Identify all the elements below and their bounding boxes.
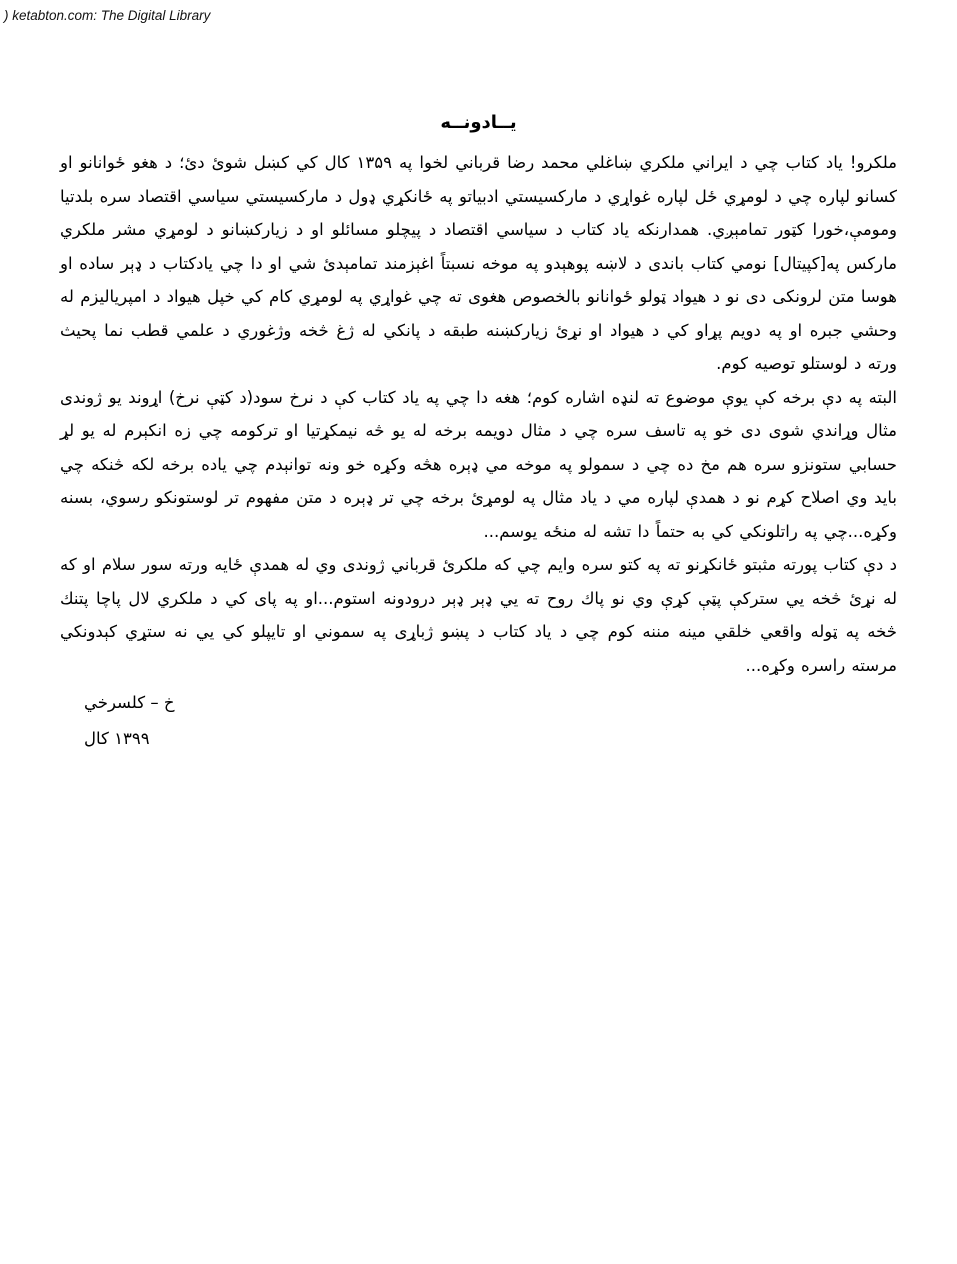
document-title: يــادونــه [440, 112, 517, 133]
document-body [60, 106, 897, 757]
paragraph-1: ملكرو! ياد كتاب چي د ايراني ملكري ښاغلي محمد رضا قرباني لخوا په ۱۳۵۹ كال كي كښل شوئ دئ؛ د هغو ځوانانو او كسانو لپاره چي د لومړي ځل لپاره غواړي د ماركسيستي ادبياتو په ځانكړي ډول د ماركسيستي سياسي اقتصاد سره بلدتيا ومومې،خورا كټور تمامېږي. همدارنكه ياد كتاب د سياسي اقتصاد د پيچلو مسائلو او د زياركښانو د لومړي مشر ملكري ماركس په[كپيتال] نومي كتاب باندى د لاښه پوهېدو په موخه نسبتاً اغېزمند تمامېدئ شي او دا چي يادكتاب د ډېر ساده او هوسا متن لرونكى دى نو د هيواد ټولو ځوانانو بالخصوص هغوى ته چي غواړي په لومړي كام كي خپل هيواد د امپرياليزم له وحشي جبره او په دويم پړاو كي د هيواد او نړئ زياركښنه طبقه د پانكي له ژغ څخه وژغوري د علمي قطب نما پحيث ورته د لوستلو توصيه كوم. [60, 153, 897, 373]
site-header-label: ) ketabton.com: The Digital Library [4, 8, 211, 23]
signature-year: ۱۳۹۹ كال [84, 729, 150, 748]
paragraph-3: د دې كتاب پورته مثبتو ځانكړنو ته په كتو سره وايم چي كه ملكرئ قرباني ژوندى وي له همدې ځايه ورته سور سلام او كه له نړئ څخه يي ستركې پټې كړې وي نو پاك روح ته يي ډېر ډېر درودونه استوم...او په پاى كي د ملكري لال پاچا پتنك څخه په ټوله واقعي خلقي مينه مننه كوم چي د ياد كتاب د پښو ژباړى په سموني او تايپلو كي يي نه ستړي كېدونكي مرسته راسره وكړه... [60, 555, 897, 675]
signature-block [60, 685, 897, 757]
signature-name: خ – كلسرخي [84, 693, 175, 712]
paragraph-2: البته په دې برخه كې يوې موضوع ته لنډه اشاره كوم؛ هغه دا چي په ياد كتاب كې د نرخ سود(د كټې نرخ) اړوند يو ژوندى مثال وړاندي شوى دى خو په تاسف سره چي د مثال دويمه برخه له يو څه نيمكړتيا او تركومه چي زه انكېرم له يو لړ حسابي ستونزو سره هم مخ ده چي د سمولو په موخه مي ډېره هڅه وكړه خو ونه توانېدم چي ياده برخه لكه څنكه چي بايد وي اصلاح كړم نو د همدې لپاره مي د ياد مثال په لومړئ برخه چي تر ډېره د متن مفهوم تر لوستونكو رسوي، بسنه وكړه...چي په راتلونكي كي به حتماً دا تشه له منځه يوسم... [60, 387, 897, 541]
